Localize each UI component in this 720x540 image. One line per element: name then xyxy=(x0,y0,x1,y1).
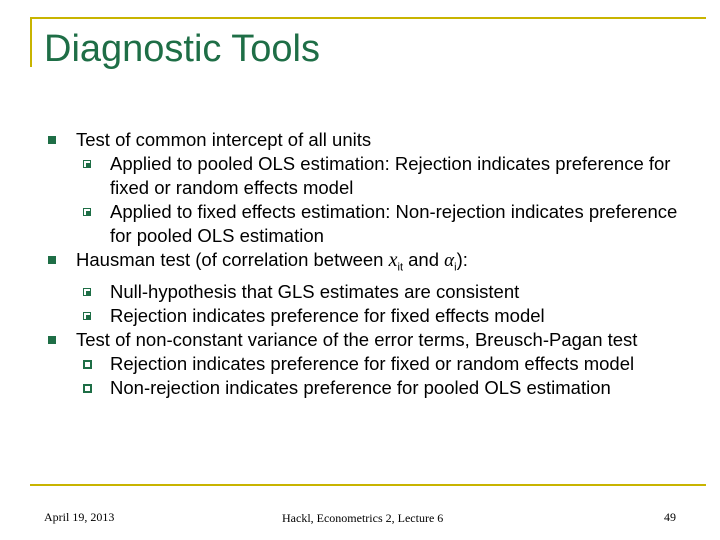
sub-bullet-item-3-1 xyxy=(48,352,688,376)
bullet-item-1 xyxy=(48,128,688,152)
bullet-text: Test of common intercept of all units xyxy=(76,129,372,150)
hollow-square-bullet-icon xyxy=(83,312,91,320)
sub-bullet-text: Rejection indicates preference for fixed or random effects model xyxy=(110,352,635,374)
hollow-square-bullet-icon xyxy=(83,208,91,216)
sub-bullet-item-1-1 xyxy=(48,152,688,200)
square-bullet-icon xyxy=(48,136,56,144)
sub-bullet-text: Non-rejection indicates preference for pooled OLS estimation xyxy=(110,376,611,398)
hollow-square-bullet-icon xyxy=(83,384,92,393)
hollow-square-bullet-icon xyxy=(83,288,91,296)
slide-content xyxy=(48,128,688,400)
page-number: 49 xyxy=(664,510,676,524)
square-bullet-icon xyxy=(48,336,56,344)
sub-bullet-text: Null-hypothesis that GLS estimates are consistent xyxy=(110,280,520,302)
footer-date: April 19, 2013 xyxy=(44,510,115,524)
footer-course: Hackl, Econometrics 2, Lecture 6 xyxy=(282,511,444,525)
hollow-square-bullet-icon xyxy=(83,360,92,369)
bullet-text-part: and xyxy=(403,249,445,270)
frame-top-line xyxy=(30,17,706,19)
hollow-square-bullet-icon xyxy=(83,160,91,168)
frame-left-line xyxy=(30,17,32,67)
bullet-text-part: ): xyxy=(456,249,468,270)
bullet-item-3 xyxy=(48,328,688,352)
math-var-alpha: α xyxy=(444,250,455,271)
math-var-x: x xyxy=(388,249,398,271)
slide-title: Diagnostic Tools xyxy=(44,28,321,70)
math-subscript-i: i xyxy=(454,261,457,274)
sub-bullet-item-2-2 xyxy=(48,304,688,328)
square-bullet-icon xyxy=(48,256,56,264)
bullet-text: Test of non-constant variance of the error terms, Breusch-Pagan test xyxy=(76,328,638,350)
sub-bullet-item-1-2 xyxy=(48,200,688,248)
sub-bullet-text: Applied to fixed effects estimation: Non-rejection indicates preference for pooled OLS estimation xyxy=(110,201,678,246)
bullet-text-part: Hausman test (of correlation between xyxy=(76,249,389,270)
sub-bullet-text: Applied to pooled OLS estimation: Rejection indicates preference for fixed or random effects model xyxy=(110,153,671,198)
sub-bullet-item-3-2 xyxy=(48,376,688,400)
math-subscript-it: it xyxy=(397,261,403,274)
sub-bullet-item-2-1 xyxy=(48,280,688,304)
footer-divider xyxy=(30,484,706,486)
bullet-item-2 xyxy=(48,248,688,280)
sub-bullet-text: Rejection indicates preference for fixed effects model xyxy=(110,304,545,326)
